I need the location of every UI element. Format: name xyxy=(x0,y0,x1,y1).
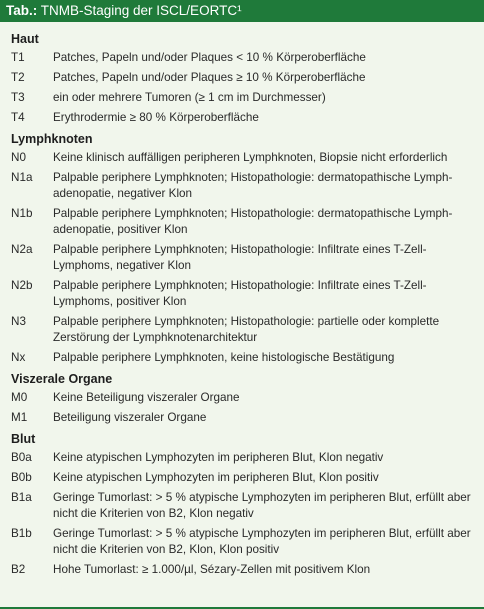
stage-description xyxy=(53,314,476,346)
section-blut xyxy=(11,431,476,578)
table-row xyxy=(11,562,476,578)
stage-code: N2b xyxy=(11,279,33,292)
description-line: Erythrodermie ≥ 80 % Körperoberfläche xyxy=(53,111,259,124)
stage-description xyxy=(53,90,476,106)
stage-description xyxy=(53,242,476,274)
description-line: Patches, Papeln und/oder Plaques < 10 % Körperoberfläche xyxy=(53,51,366,64)
stage-description xyxy=(53,150,476,166)
description-line: nicht die Kriterien von B2, Klon, Klon positiv xyxy=(53,543,280,556)
description-line: Palpable periphere Lymphknoten; Histopathologie: partielle oder komplette xyxy=(53,315,440,328)
description-line: Lymphoms, positiver Klon xyxy=(53,295,187,308)
description-line: Keine atypischen Lymphozyten im peripheren Blut, Klon negativ xyxy=(53,451,384,464)
stage-code: T4 xyxy=(11,111,25,124)
stage-description xyxy=(53,450,476,466)
section-title: Viszerale Organe xyxy=(11,372,113,386)
description-line: Keine atypischen Lymphozyten im peripheren Blut, Klon positiv xyxy=(53,471,379,484)
table-row xyxy=(11,470,476,486)
stage-description xyxy=(53,490,476,522)
table-row xyxy=(11,70,476,86)
section-title: Lymphknoten xyxy=(11,132,93,146)
description-line: Keine klinisch auffälligen peripheren Lymphknoten, Biopsie nicht erforderlich xyxy=(53,151,448,164)
table-row xyxy=(11,242,476,274)
table-body xyxy=(0,22,484,578)
description-line: Geringe Tumorlast: > 5 % atypische Lymphozyten im peripheren Blut, erfüllt aber xyxy=(53,527,471,540)
description-line: Geringe Tumorlast: > 5 % atypische Lymphozyten im peripheren Blut, erfüllt aber xyxy=(53,491,471,504)
stage-code: T1 xyxy=(11,51,25,64)
stage-description xyxy=(53,170,476,202)
description-line: nicht die Kriterien von B2, Klon negativ xyxy=(53,507,254,520)
stage-description xyxy=(53,50,476,66)
stage-code: B0a xyxy=(11,451,32,464)
description-line: adenopatie, negativer Klon xyxy=(53,187,193,200)
stage-description xyxy=(53,526,476,558)
table-row xyxy=(11,390,476,406)
stage-code: Nx xyxy=(11,351,26,364)
table-row xyxy=(11,110,476,126)
description-line: Palpable periphere Lymphknoten; Histopathologie: Infiltrate eines T-Zell- xyxy=(53,243,427,256)
stage-description xyxy=(53,390,476,406)
stage-description xyxy=(53,110,476,126)
stage-code: N2a xyxy=(11,243,33,256)
table-row xyxy=(11,150,476,166)
section-title: Blut xyxy=(11,432,36,446)
stage-code: T3 xyxy=(11,91,25,104)
table-row xyxy=(11,50,476,66)
section-haut xyxy=(11,31,476,126)
description-line: ein oder mehrere Tumoren (≥ 1 cm im Durchmesser) xyxy=(53,91,326,104)
stage-code: M0 xyxy=(11,391,28,404)
table-row xyxy=(11,314,476,346)
stage-code: B2 xyxy=(11,563,26,576)
table-title-prefix: Tab.: xyxy=(6,3,38,18)
stage-code: N1b xyxy=(11,207,33,220)
table-row xyxy=(11,450,476,466)
table-row xyxy=(11,90,476,106)
table-row xyxy=(11,490,476,522)
stage-description xyxy=(53,206,476,238)
table-row xyxy=(11,206,476,238)
section-title: Haut xyxy=(11,32,39,46)
description-line: Palpable periphere Lymphknoten, keine histologische Bestätigung xyxy=(53,351,395,364)
stage-code: B1b xyxy=(11,527,32,540)
description-line: adenopatie, positiver Klon xyxy=(53,223,188,236)
table-row xyxy=(11,278,476,310)
stage-code: N0 xyxy=(11,151,26,164)
table-title-bar xyxy=(0,0,484,22)
description-line: Beteiligung viszeraler Organe xyxy=(53,411,207,424)
stage-code: N1a xyxy=(11,171,33,184)
stage-description xyxy=(53,562,476,578)
description-line: Lymphoms, negativer Klon xyxy=(53,259,191,272)
section-lymphknoten xyxy=(11,131,476,366)
stage-code: B1a xyxy=(11,491,32,504)
stage-code: M1 xyxy=(11,411,28,424)
stage-description xyxy=(53,70,476,86)
table-row xyxy=(11,410,476,426)
description-line: Keine Beteiligung viszeraler Organe xyxy=(53,391,240,404)
description-line: Zerstörung der Lymphknotenarchitektur xyxy=(53,331,258,344)
description-line: Hohe Tumorlast: ≥ 1.000/µl, Sézary-Zellen mit positivem Klon xyxy=(53,563,371,576)
stage-code: T2 xyxy=(11,71,25,84)
description-line: Palpable periphere Lymphknoten; Histopathologie: Infiltrate eines T-Zell- xyxy=(53,279,427,292)
table-row xyxy=(11,526,476,558)
description-line: Palpable periphere Lymphknoten; Histopathologie: dermatopathische Lymph- xyxy=(53,171,453,184)
table-title: TNMB-Staging der ISCL/EORTC¹ xyxy=(37,3,242,18)
stage-description xyxy=(53,410,476,426)
stage-code: B0b xyxy=(11,471,32,484)
table-row xyxy=(11,350,476,366)
stage-description xyxy=(53,278,476,310)
stage-description xyxy=(53,470,476,486)
table-row xyxy=(11,170,476,202)
section-viszerale-organe xyxy=(11,371,476,426)
stage-code: N3 xyxy=(11,315,26,328)
description-line: Palpable periphere Lymphknoten; Histopathologie: dermatopathische Lymph- xyxy=(53,207,453,220)
stage-description xyxy=(53,350,476,366)
description-line: Patches, Papeln und/oder Plaques ≥ 10 % Körperoberfläche xyxy=(53,71,366,84)
